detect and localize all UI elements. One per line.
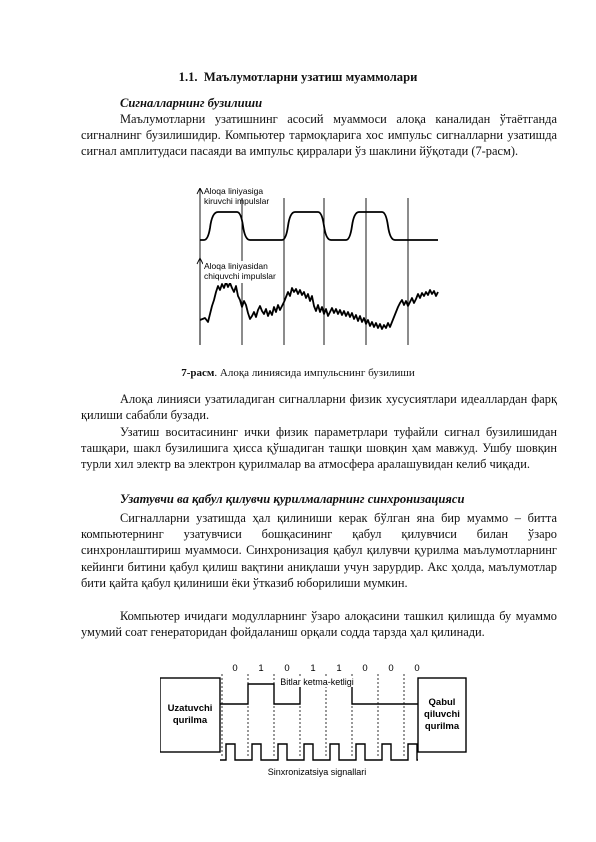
paragraph-distortion-intro: Маълумотларни узатишнинг асосий муаммоси алоқа каналидан ўтаётганда сигналнинг бузилишидир. Компьютер тармоқларига хос импульс сигналларни узатишда сигнал амплитудаси пасаяди ва импульс қирралари ўз шаклини йўқотади (7-расм). <box>81 112 557 159</box>
input-pulse-waveform <box>200 212 438 240</box>
figure-synchronization <box>160 662 468 778</box>
sender-label-line2: qurilma <box>172 715 208 726</box>
figure7-caption-number: 7-расм <box>181 367 215 379</box>
receiver-label-line3: qurilma <box>424 721 460 732</box>
bit-label: 0 <box>362 663 368 674</box>
subsection-heading-synchronization: Узатувчи ва қабул қилувчи қурилмаларнинг синхронизацияси <box>120 492 465 506</box>
label-output-line1: Aloqa liniyasidan <box>204 261 268 271</box>
sync-clock-waveform <box>220 744 418 760</box>
sender-label-line1: Uzatuvchi <box>167 703 213 714</box>
label-input-line1: Aloqa liniyasiga <box>204 188 264 196</box>
section-title-text: Маълумотларни узатиш муаммолари <box>203 70 418 84</box>
receiver-label-line2: qiluvchi <box>424 709 460 720</box>
bit-label: 0 <box>388 663 394 674</box>
figure-signal-distortion <box>160 188 440 358</box>
bit-sequence-labels <box>232 663 419 674</box>
figure7-caption <box>0 367 596 379</box>
section-title <box>0 70 596 85</box>
paragraph-clock-generator: Компьютер ичидаги модулларнинг ўзаро алоқасини ташкил қилишда бу муаммо умумий соат генераторидан фойдаланиш орқали содда тарзда ҳал қилинади. <box>81 609 557 640</box>
label-output-line2: chiquvchi impulslar <box>204 271 276 281</box>
paragraph-external-noise: Узатиш воситасининг ички физик параметрлари туфайли сигнал бузилишидан ташқари, шакл бузилишига ҳисса қўшадиган ташқи шовқин ҳам мавжуд. Ушбу шовқин турли хил электр ва электрон қурилмалар ва атмосфера аралашувидан келиб чиқади. <box>81 425 557 472</box>
label-input-line2: kiruvchi impulslar <box>204 196 270 206</box>
paragraph-line-distortion: Алоқа линияси узатиладиган сигналларни физик хусусиятлари идеаллардан фарқ қилиши сабабли бузади. <box>81 392 557 423</box>
bit-label: 1 <box>258 663 264 674</box>
section-number: 1.1. <box>178 70 198 84</box>
bit-label: 0 <box>414 663 420 674</box>
subsection-heading-distortion: Сигналларнинг бузилиши <box>120 96 263 110</box>
figure7-caption-text: . Алоқа линиясида импульснинг бузилиши <box>214 367 415 379</box>
sync-signals-label: Sinxronizatsiya signallari <box>267 767 367 777</box>
receiver-label-line1: Qabul <box>428 697 456 708</box>
bit-label: 0 <box>232 663 238 674</box>
bit-sequence-label: Bitlar ketma-ketligi <box>280 677 354 687</box>
output-pulse-waveform <box>200 282 438 329</box>
bit-label: 1 <box>336 663 342 674</box>
paragraph-synchronization: Сигналларни узатишда ҳал қилиниши керак бўлган яна бир муаммо – битта компьютернинг узатувчиси бошқасининг қабул қилувчиси билан ўзаро синхронлаштириш муаммоси. Синхронизация қабул қилувчи қурилма маълумотларнинг кейинги битини қабул қилиш вақтини аниқлаши учун зарурдир. Акс ҳолда, маълумотлар бити қайта қабул қилиниши ёки ўтказиб юборилиши мумкин. <box>81 511 557 590</box>
bit-label: 0 <box>284 663 290 674</box>
bit-label: 1 <box>310 663 316 674</box>
